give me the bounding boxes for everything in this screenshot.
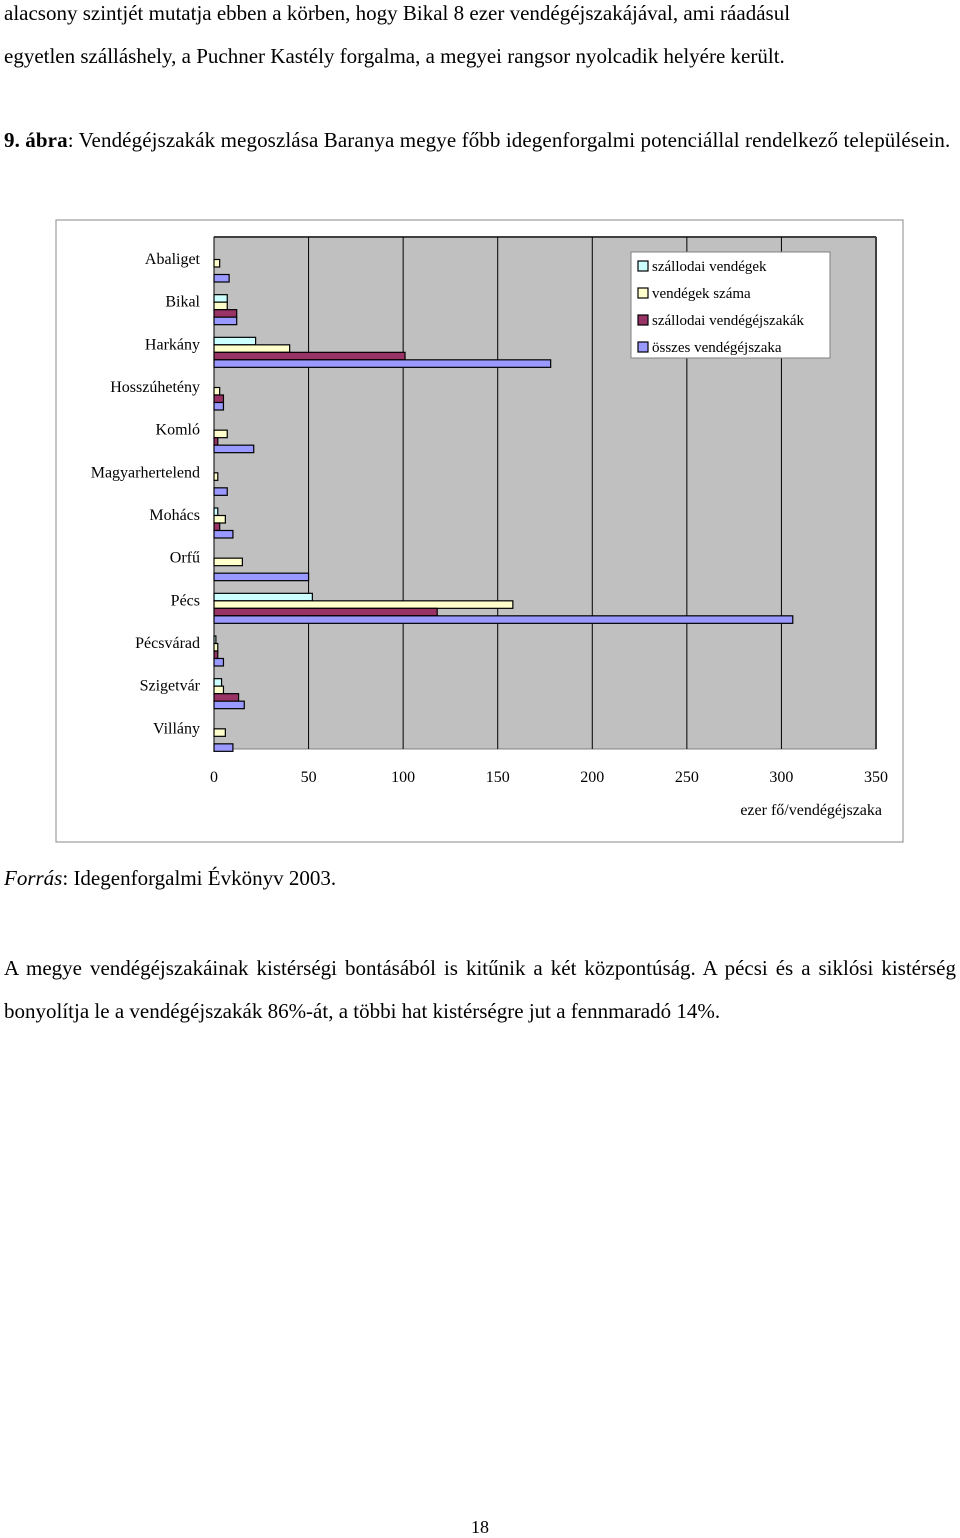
bar: [214, 593, 312, 601]
bar: [214, 659, 223, 667]
bar: [214, 558, 242, 566]
x-tick-label: 250: [674, 769, 699, 786]
category-label: Pécsvárad: [135, 635, 200, 652]
bar: [214, 679, 222, 687]
bar: [214, 531, 233, 539]
x-tick-label: 0: [210, 769, 218, 786]
legend-label: vendégek száma: [652, 286, 751, 302]
x-tick-label: 350: [864, 769, 888, 786]
intro-line-2: egyetlen szálláshely, a Puchner Kastély forgalma, a megyei rangsor nyolcadik helyére került.: [4, 44, 785, 68]
bar: [214, 403, 223, 411]
legend-label: szállodai vendégéjszakák: [652, 313, 805, 329]
category-label: Hosszúhetény: [110, 379, 200, 396]
bar: [214, 295, 227, 303]
category-label: Orfű: [169, 549, 200, 567]
bar: [214, 488, 227, 496]
legend-swatch: [638, 342, 648, 352]
source-text: : Idegenforgalmi Évkönyv 2003.: [62, 866, 337, 890]
bar: [214, 651, 218, 659]
category-label: Magyarhertelend: [90, 464, 200, 482]
source-line: [4, 866, 336, 891]
body-paragraph: A megye vendégéjszakáinak kistérségi bontásából is kitűnik a két központúság. A pécsi és a siklósi kistérség bonyolítja le a vendégéjszakák 86%-át, a többi hat kistérségre jut a fennmaradó 14%.: [4, 956, 956, 1023]
bar: [214, 438, 218, 446]
bar: [214, 523, 220, 531]
bar: [214, 260, 220, 268]
category-label: Komló: [155, 421, 200, 439]
bar: [214, 644, 218, 652]
category-label: Harkány: [144, 336, 200, 354]
bar: [214, 608, 437, 616]
bar: [214, 616, 793, 624]
category-label: Villány: [152, 720, 200, 738]
bar: [214, 445, 254, 453]
intro-line-1: alacsony szintjét mutatja ebben a körben, hogy Bikal 8 ezer vendégéjszakájával, ami ráadásul: [4, 1, 791, 25]
x-axis-label: ezer fő/vendégéjszaka: [740, 802, 882, 819]
x-tick-label: 50: [300, 769, 317, 786]
caption-text: : Vendégéjszakák megoszlása Baranya megye főbb idegenforgalmi potenciállal rendelkező településein.: [67, 128, 951, 152]
x-tick-label: 300: [769, 769, 794, 786]
bar: [214, 352, 405, 360]
category-label: Pécs: [170, 592, 200, 610]
page-number: 18: [471, 1517, 489, 1537]
category-label: Mohács: [149, 507, 200, 524]
bar: [214, 701, 244, 709]
category-label: Bikal: [165, 293, 200, 311]
caption-number: 9. ábra: [4, 128, 68, 152]
bar: [214, 508, 218, 516]
x-tick-label: 200: [580, 769, 605, 786]
x-tick-label: 150: [485, 769, 510, 786]
legend-label: szállodai vendégek: [652, 259, 767, 275]
bar: [214, 473, 218, 481]
category-label: Abaliget: [144, 251, 200, 268]
bar: [214, 337, 256, 345]
x-tick-label: 100: [391, 769, 416, 786]
legend-swatch: [638, 261, 648, 271]
bar: [214, 302, 227, 310]
source-label: Forrás: [4, 866, 63, 890]
legend-label: összes vendégéjszaka: [652, 340, 782, 356]
bar: [214, 388, 220, 396]
bar: [214, 275, 229, 283]
bar: [214, 686, 223, 694]
bar: [214, 430, 227, 438]
bar: [214, 310, 237, 318]
category-label: Szigetvár: [139, 677, 200, 695]
bar: [214, 317, 237, 325]
legend-swatch: [638, 288, 648, 298]
bar: [214, 744, 233, 752]
bar: [214, 729, 225, 737]
bar: [214, 345, 290, 353]
bar: [214, 395, 223, 403]
bar: [214, 360, 551, 368]
bar: [214, 601, 513, 609]
bar: [214, 573, 309, 581]
legend-swatch: [638, 315, 648, 325]
bar: [214, 694, 239, 702]
bar: [214, 516, 225, 524]
